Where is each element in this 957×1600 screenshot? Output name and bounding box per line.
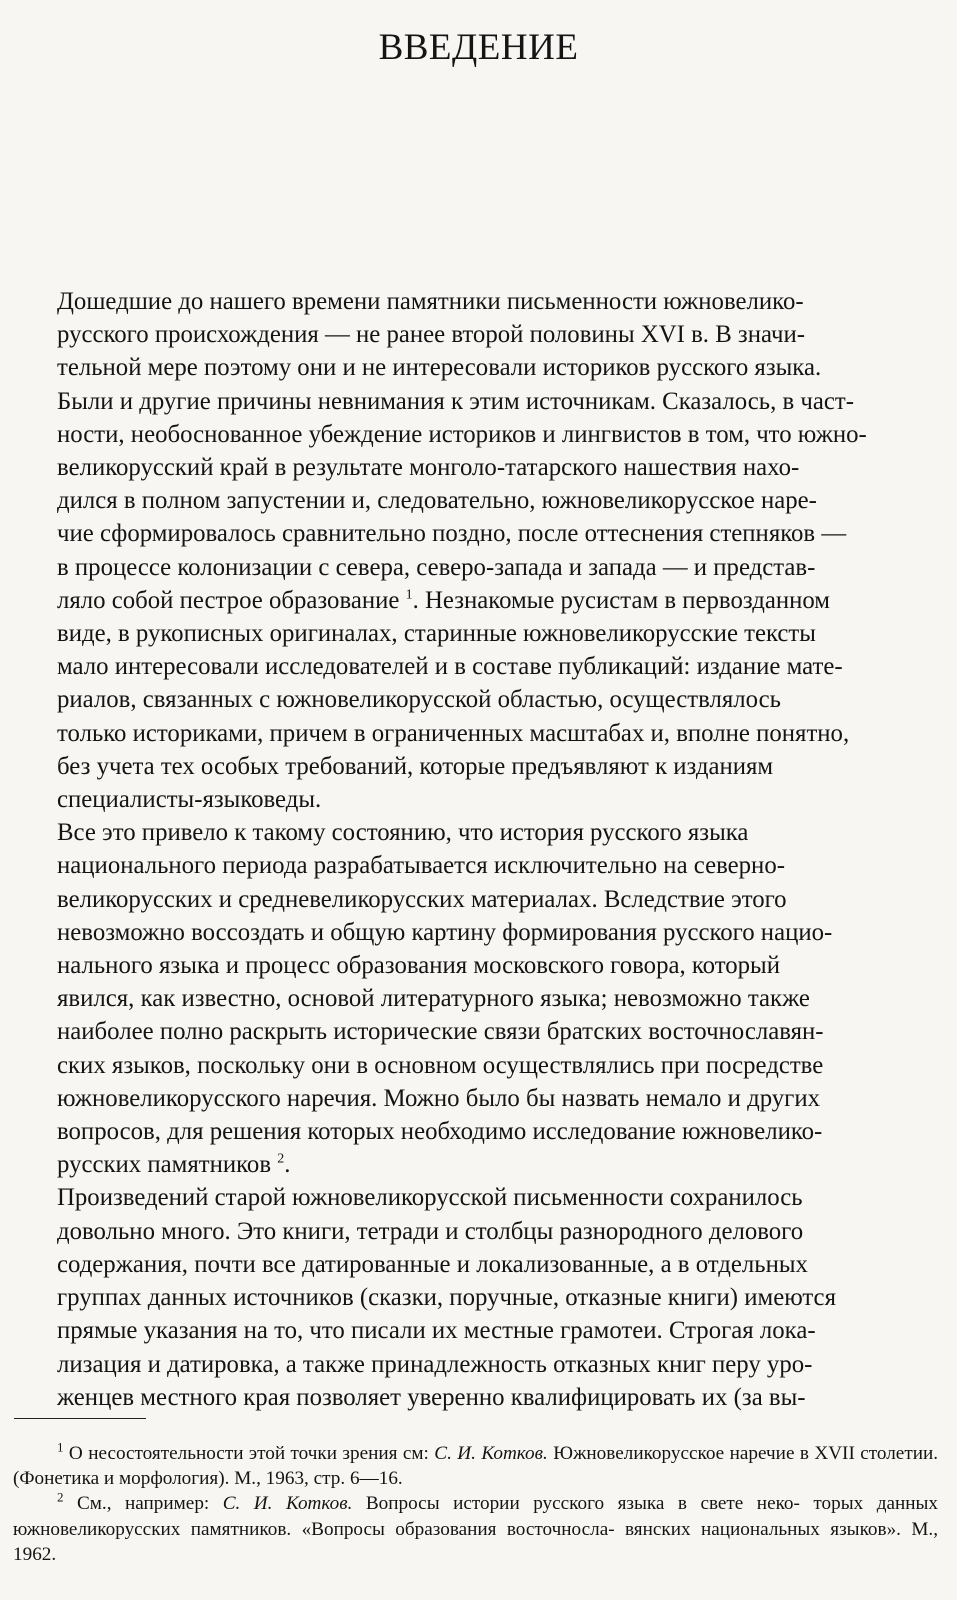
text-line: мало интересовали исследователей и в составе публикаций: издание мате- <box>57 653 843 681</box>
text-line: риалов, связанных с южновеликорусской областью, осуществлялось <box>57 686 781 714</box>
footnote-text: торых данных южновеликорусских памятников. «Вопросы образования восточносла- <box>13 1493 938 1540</box>
text-line: великорусских и средневеликорусских материалах. Вследствие этого <box>57 885 787 913</box>
text-line: вопросов, для решения которых необходимо исследование южновелико- <box>57 1118 823 1146</box>
footnote-text: наречие в XVII столетии. (Фонетика и морфология). М., 1963, стр. 6—16. <box>13 1443 939 1490</box>
text-line: группах данных источников (сказки, поручные, отказные книги) имеются <box>57 1284 836 1312</box>
footnote-2 <box>13 1491 938 1567</box>
text-fragment: русских памятников <box>57 1151 272 1179</box>
footnote-ref-1[interactable]: 1 <box>405 587 413 603</box>
text-fragment: . <box>284 1151 291 1179</box>
text-line: Были и другие причины невнимания к этим источникам. Сказалось, в част- <box>57 387 854 415</box>
text-line: виде, в рукописных оригиналах, старинные южновеликорусские тексты <box>57 620 816 648</box>
paragraph-2 <box>13 816 938 1181</box>
footnote-author: С. И. Котков. <box>222 1493 353 1515</box>
text-line: довольно много. Это книги, тетради и столбцы разнородного делового <box>57 1217 804 1245</box>
chapter-title: ВВЕДЕНИЕ <box>378 27 579 68</box>
footnote-number: 1 <box>57 1439 64 1455</box>
text-line: специалисты-языковеды. <box>57 786 322 814</box>
text-line: в процессе колонизации с севера, северо-запада и запада — и представ- <box>57 553 816 581</box>
text-line: дился в полном запустении и, следовательно, южновеликорусское наре- <box>57 487 817 515</box>
text-line: великорусский край в результате монголо-татарского нашествия нахо- <box>57 454 800 482</box>
body-text <box>13 285 938 1414</box>
footnote-text: О несостоятельности этой точки зрения см: <box>68 1443 429 1464</box>
text-fragment: ляло собой пестрое образование <box>57 586 400 614</box>
text-line: содержания, почти все датированные и локализованные, а в отдельных <box>57 1250 808 1278</box>
text-line: невозможно воссоздать и общую картину формирования русского нацио- <box>57 918 833 946</box>
text-line: прямые указания на то, что писали их местные грамотеи. Строгая лока- <box>57 1317 816 1345</box>
text-line: наиболее полно раскрыть исторические связи братских восточнославян- <box>57 1018 824 1046</box>
footnote-text: См., например: <box>76 1493 210 1515</box>
paragraph-1 <box>13 285 938 816</box>
footnote-divider <box>14 1418 146 1419</box>
text-line: ских языков, поскольку они в основном осуществлялись при посредстве <box>57 1051 824 1079</box>
text-line: южновеликорусского наречия. Можно было бы назвать немало и других <box>57 1084 821 1112</box>
footnote-author: С. И. Котков. <box>434 1443 548 1464</box>
text-line: русского происхождения — не ранее второй половины XVI в. В значи- <box>57 321 806 349</box>
text-line: ности, необоснованное убеждение историков и лингвистов в том, что южно- <box>57 420 867 448</box>
footnote-text: Южновеликорусское <box>553 1443 725 1464</box>
text-line: национального периода разрабатывается исключительно на северно- <box>57 852 785 880</box>
text-line: женцев местного края позволяет уверенно квалифицировать их (за вы- <box>57 1383 806 1411</box>
text-line: только историками, причем в ограниченных масштабах и, вполне понятно, <box>57 719 850 747</box>
text-line: явился, как известно, основой литературного языка; невозможно также <box>57 985 810 1013</box>
text-fragment: . Незнакомые русистам в первозданном <box>412 586 830 614</box>
footnote-ref-2[interactable]: 2 <box>277 1152 285 1168</box>
footnote-number: 2 <box>57 1490 64 1506</box>
text-line: Дошедшие до нашего времени памятники письменности южновелико- <box>57 288 804 315</box>
text-line: тельной мере поэтому они и не интересовали историков русского языка. <box>57 354 822 382</box>
footnote-1 <box>13 1441 938 1491</box>
footnote-text: Вопросы истории русского языка в свете неко- <box>365 1493 800 1515</box>
text-line: лизация и датировка, а также принадлежность отказных книг перу уро- <box>57 1350 813 1378</box>
paragraph-3 <box>13 1181 938 1413</box>
footnote-text: вянских национальных языков». М., 1962. <box>13 1518 938 1565</box>
text-line: чие сформировалось сравнительно поздно, после оттеснения степняков — <box>57 520 847 548</box>
text-line: нального языка и процесс образования московского говора, который <box>57 952 780 980</box>
footnotes <box>13 1441 938 1567</box>
text-line <box>13 1148 938 1181</box>
text-line: без учета тех особых требований, которые предъявляют к изданиям <box>57 752 774 780</box>
text-line: Все это привело к такому состоянию, что история русского языка <box>57 819 749 847</box>
text-line <box>13 584 938 617</box>
text-line: Произведений старой южновеликорусской письменности сохранилось <box>57 1184 803 1212</box>
